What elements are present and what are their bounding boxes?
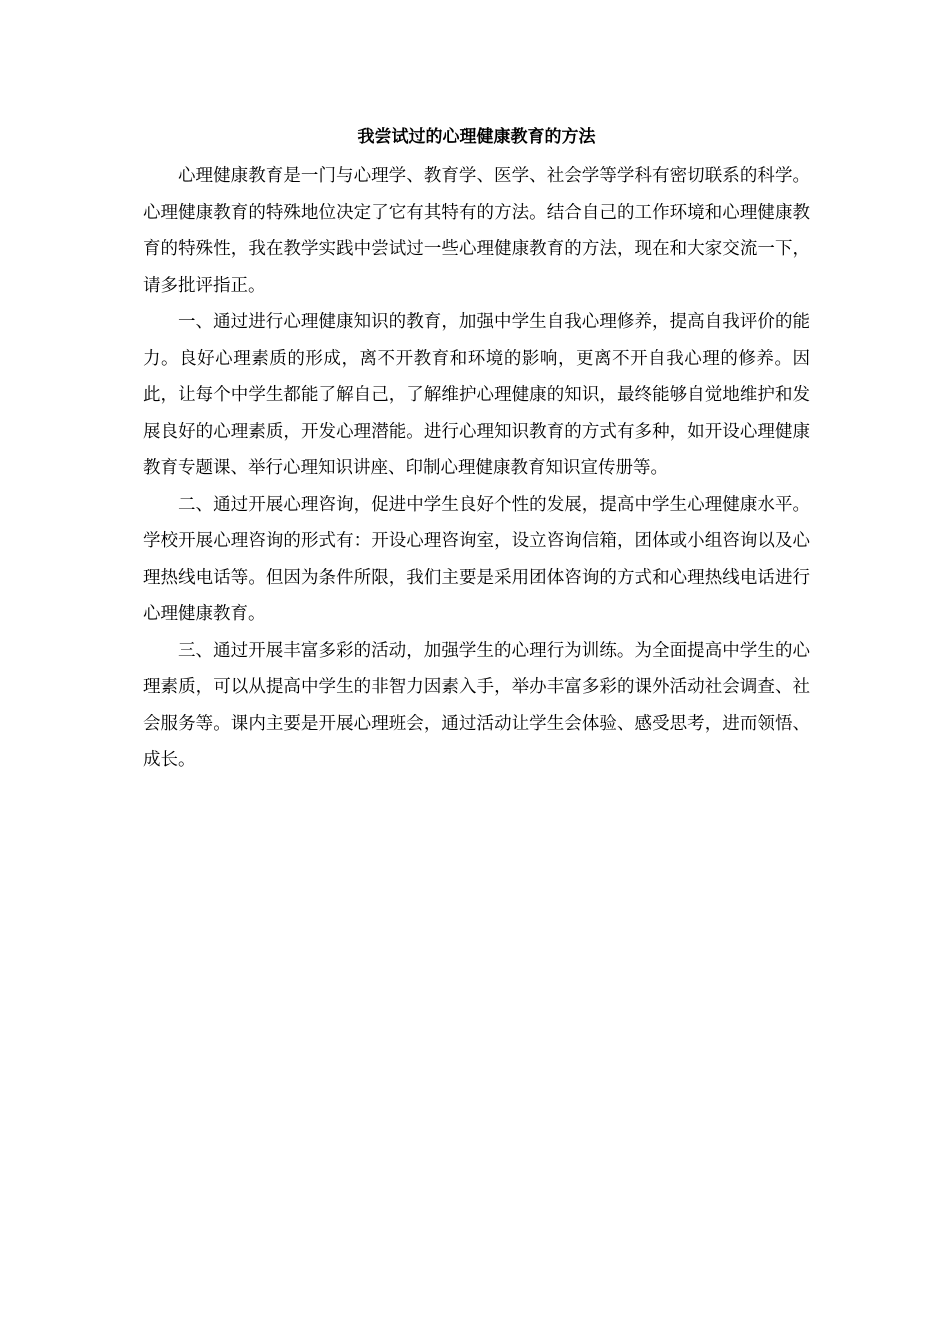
document-title: 我尝试过的心理健康教育的方法 xyxy=(357,127,596,147)
paragraph-method-three: 三、通过开展丰富多彩的活动，加强学生的心理行为训练。为全面提高中学生的心理素质，可以从提高中学生的非智力因素入手，举办丰富多彩的课外活动社会调查、社会服务等。课内主要是开展心理班会，通过活动让学生会体验、感受思考，进而领悟、成长。 xyxy=(143,640,810,770)
paragraph-intro: 心理健康教育是一门与心理学、教育学、医学、社会学等学科有密切联系的科学。心理健康教育的特殊地位决定了它有其特有的方法。结合自己的工作环境和心理健康教育的特殊性，我在教学实践中尝试过一些心理健康教育的方法，现在和大家交流一下，请多批评指正。 xyxy=(143,166,810,296)
document-body xyxy=(143,118,810,779)
paragraph-method-one: 一、通过进行心理健康知识的教育，加强中学生自我心理修养，提高自我评价的能力。良好心理素质的形成，离不开教育和环境的影响，更离不开自我心理的修养。因此，让每个中学生都能了解自己，了解维护心理健康的知识，最终能够自觉地维护和发展良好的心理素质，开发心理潜能。进行心理知识教育的方式有多种，如开设心理健康教育专题课、举行心理知识讲座、印制心理健康教育知识宣传册等。 xyxy=(143,312,810,478)
paragraph-method-two: 二、通过开展心理咨询，促进中学生良好个性的发展，提高中学生心理健康水平。学校开展心理咨询的形式有：开设心理咨询室，设立咨询信箱，团体或小组咨询以及心理热线电话等。但因为条件所限，我们主要是采用团体咨询的方式和心理热线电话进行心理健康教育。 xyxy=(143,494,810,624)
